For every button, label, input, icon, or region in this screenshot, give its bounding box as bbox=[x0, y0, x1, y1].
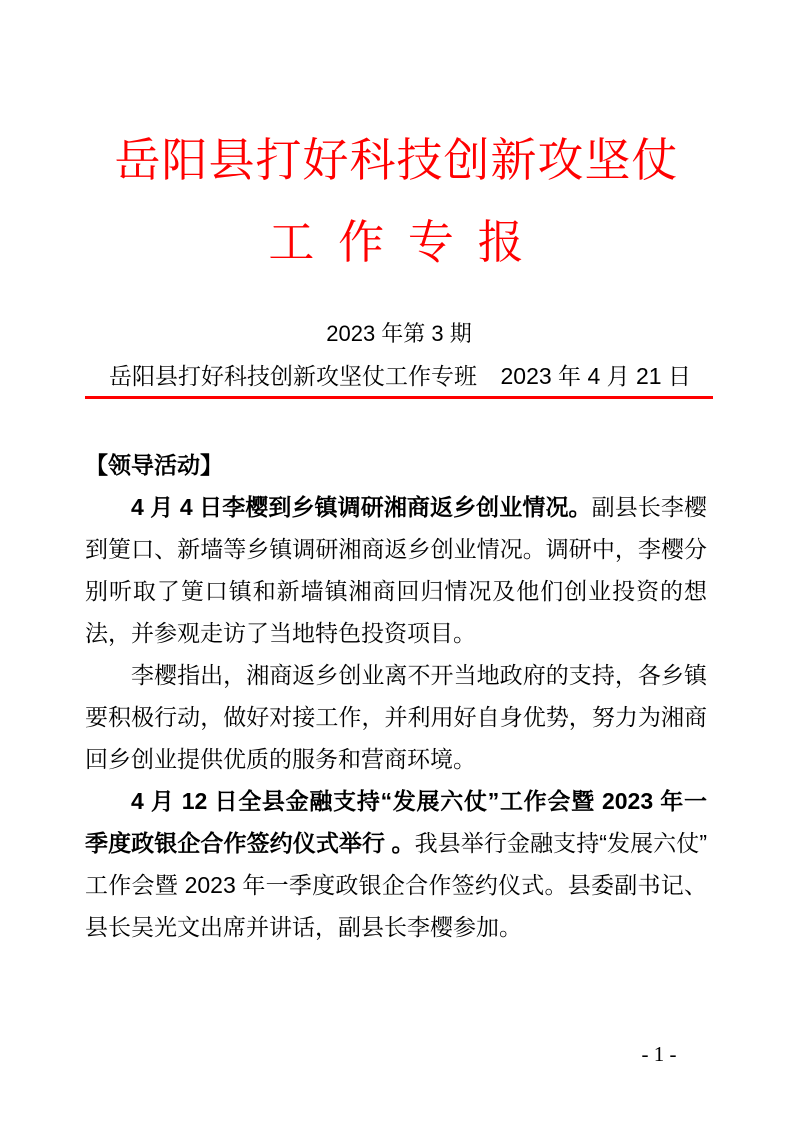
masthead-row bbox=[85, 363, 713, 390]
page-number: - 1 - bbox=[641, 1042, 677, 1066]
paragraph-text: 我县举行金融支持“发展六仗”工作会暨 2023 年一季度政银企合作签约仪式。县委副书记、县长吴光文出席并讲话，副县长李樱参加。 bbox=[85, 830, 708, 940]
document-body bbox=[85, 444, 707, 948]
paragraph-text: 李樱指出，湘商返乡创业离不开当地政府的支持，各乡镇要积极行动，做好对接工作，并利用好自身优势，努力为湘商回乡创业提供优质的服务和营商环境。 bbox=[85, 662, 707, 772]
document-title-line1: 岳阳县打好科技创新攻坚仗 bbox=[114, 134, 679, 186]
issue-date: 2023 年 4 月 21 日 bbox=[500, 363, 691, 389]
organization-name: 岳阳县打好科技创新攻坚仗工作专班 bbox=[109, 363, 477, 389]
paragraph-text: 副县长李樱到筻口、新墙等乡镇调研湘商返乡创业情况。调研中，李樱分别听取了筻口镇和新墙镇湘商回归情况及他们创业投资的想法，并参观走访了当地特色投资项目。 bbox=[85, 494, 707, 646]
paragraph-lead: 4 月 4 日李樱到乡镇调研湘商返乡创业情况。 bbox=[131, 494, 592, 520]
section-header-leader-activities: 【领导活动】 bbox=[85, 452, 223, 478]
issue-number: 2023 年第 3 期 bbox=[326, 321, 472, 346]
red-divider-rule bbox=[85, 396, 713, 399]
body-paragraph bbox=[85, 654, 707, 780]
body-paragraph bbox=[85, 486, 707, 654]
paragraph-lead: 4 月 12 日全县金融支持“发展六仗”工作会暨 2023 年一季度政银企合作签约仪式举行 。 bbox=[85, 788, 707, 856]
document-title-line2: 工 作 专 报 bbox=[268, 216, 525, 268]
body-paragraph bbox=[85, 780, 707, 948]
